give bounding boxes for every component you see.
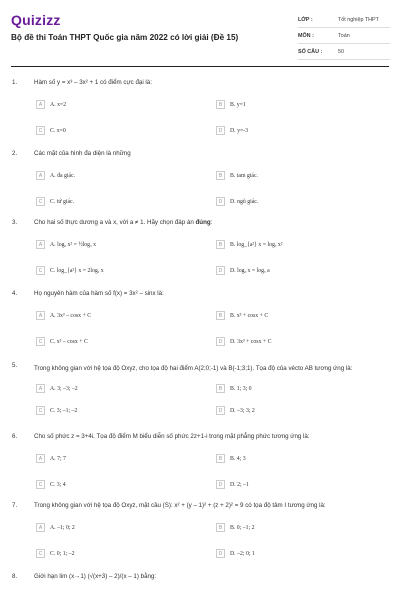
option-d[interactable]: [216, 336, 386, 347]
option-text: C. tứ giác.: [50, 198, 75, 205]
question-text: Các mặt của hình đa diện là những: [34, 150, 131, 157]
option-text: D. 3x³ + cosx + C: [230, 338, 272, 345]
option-a[interactable]: [36, 383, 206, 394]
option-text: A. logₐ x² = ½logₐ x: [50, 241, 97, 248]
option-letter-box: A: [36, 240, 45, 249]
option-letter-box: B: [216, 523, 225, 532]
option-letter-box: D: [216, 126, 225, 135]
option-letter-box: C: [36, 126, 45, 135]
meta-row-class: [298, 12, 390, 28]
option-c[interactable]: [36, 479, 206, 490]
option-text: A. x=2: [50, 101, 67, 108]
option-text: C. x=0: [50, 127, 66, 134]
question-number: 7.: [12, 502, 18, 509]
meta-value: Toán: [338, 32, 350, 39]
option-letter-box: B: [216, 171, 225, 180]
question-text: Giới hạn lim (x→1) (√(x+3) – 2)/(x – 1) bằng:: [34, 573, 157, 580]
option-d[interactable]: [216, 479, 386, 490]
meta-value: 50: [338, 48, 344, 55]
option-letter-box: B: [216, 384, 225, 393]
option-c[interactable]: [36, 196, 206, 207]
option-letter-box: B: [216, 100, 225, 109]
option-b[interactable]: [216, 170, 386, 181]
option-letter-box: C: [36, 197, 45, 206]
question-number: 3.: [12, 219, 18, 226]
option-text: A. 3; –3; –2: [50, 385, 78, 392]
option-text: D. y=-3: [230, 127, 249, 134]
question-number: 2.: [12, 150, 18, 157]
option-text: C. x³ – cosx + C: [50, 338, 88, 345]
question-number: 1.: [12, 79, 18, 86]
option-text: C. 3; 4: [50, 481, 66, 488]
option-b[interactable]: [216, 239, 386, 250]
question-text: [34, 219, 384, 226]
option-text: B. y=1: [230, 101, 246, 108]
option-letter-box: C: [36, 406, 45, 415]
meta-label: LỚP :: [298, 16, 313, 23]
option-text: D. 2; –1: [230, 481, 249, 488]
question-number: 8.: [12, 573, 18, 580]
option-letter-box: B: [216, 311, 225, 320]
option-a[interactable]: [36, 453, 206, 464]
option-letter-box: A: [36, 311, 45, 320]
option-letter-box: D: [216, 406, 225, 415]
option-letter-box: D: [216, 197, 225, 206]
question-number: 5.: [12, 362, 18, 369]
option-letter-box: A: [36, 384, 45, 393]
option-text: A. 3x³ – cosx + C: [50, 312, 92, 319]
option-b[interactable]: [216, 310, 386, 321]
option-text: C. 3; –1; –2: [50, 407, 78, 414]
question-text-emphasis: đúng: [195, 219, 211, 226]
question-number: 4.: [12, 290, 18, 297]
option-b[interactable]: [216, 99, 386, 110]
option-d[interactable]: [216, 125, 386, 136]
meta-row-subject: [298, 28, 390, 44]
option-text: C. 0; 1; –2: [50, 550, 75, 557]
option-d[interactable]: [216, 265, 386, 276]
meta-label: MÔN :: [298, 32, 314, 39]
option-d[interactable]: [216, 548, 386, 559]
option-c[interactable]: [36, 125, 206, 136]
option-c[interactable]: [36, 405, 206, 416]
option-text: D. –3; 3; 2: [230, 407, 255, 414]
option-text: A. 7; 7: [50, 455, 66, 462]
worksheet-meta: [298, 12, 390, 60]
option-text: B. 0; –1; 2: [230, 524, 255, 531]
question-text: Họ nguyên hàm của hàm số f(x) = 3x² – sinx là:: [34, 290, 164, 297]
option-b[interactable]: [216, 522, 386, 533]
option-text: D. –2; 0; 1: [230, 550, 255, 557]
option-d[interactable]: [216, 196, 386, 207]
option-letter-box: D: [216, 480, 225, 489]
option-letter-box: A: [36, 171, 45, 180]
option-letter-box: C: [36, 549, 45, 558]
option-letter-box: A: [36, 523, 45, 532]
option-b[interactable]: [216, 383, 386, 394]
header-divider: [11, 66, 389, 67]
option-a[interactable]: [36, 170, 206, 181]
option-a[interactable]: [36, 99, 206, 110]
option-b[interactable]: [216, 453, 386, 464]
option-text: B. 4; 3: [230, 455, 246, 462]
option-text: D. ngũ giác.: [230, 198, 259, 205]
option-a[interactable]: [36, 310, 206, 321]
option-letter-box: D: [216, 337, 225, 346]
option-c[interactable]: [36, 265, 206, 276]
question-text: Trong không gian với hệ tọa độ Oxyz, cho tọa độ hai điểm A(2;0;-1) và B(-1;3;1). Tọa độ của vécto AB tương ứng là:: [34, 365, 353, 372]
option-letter-box: C: [36, 480, 45, 489]
option-d[interactable]: [216, 405, 386, 416]
option-text: B. 1; 3; 0: [230, 385, 252, 392]
question-text: Cho số phức z = 3+4i. Tọa độ điểm M biểu diễn số phức 2z+1-i trong mặt phẳng phức tương ứng là:: [34, 433, 310, 440]
option-text: C. log_{a²} x = 2logₐ x: [50, 267, 104, 274]
meta-value: Tốt nghiệp THPT: [338, 16, 379, 23]
question-text-post: :: [210, 219, 213, 226]
option-letter-box: B: [216, 240, 225, 249]
question-text: Trong không gian với hệ tọa độ Oxyz, mặt cầu (S): x² + (y – 1)² + (z + 2)² = 9 có tọa độ tâm I tương ứng là:: [34, 502, 326, 509]
option-letter-box: D: [216, 266, 225, 275]
meta-label: SỐ CÂU :: [298, 48, 323, 55]
option-text: A. –1; 0; 2: [50, 524, 75, 531]
option-c[interactable]: [36, 336, 206, 347]
option-text: B. log_{a²} x = logₐ x²: [230, 241, 283, 248]
option-text: A. đa giác.: [50, 172, 76, 179]
option-letter-box: D: [216, 549, 225, 558]
option-letter-box: C: [36, 337, 45, 346]
option-letter-box: A: [36, 100, 45, 109]
option-text: B. x³ + cosx + C: [230, 312, 269, 319]
option-text: B. tam giác.: [230, 172, 259, 179]
option-letter-box: B: [216, 454, 225, 463]
option-letter-box: C: [36, 266, 45, 275]
option-c[interactable]: [36, 548, 206, 559]
quizizz-logo: Quizizz: [11, 12, 61, 28]
question-text-pre: Cho hai số thực dương a và x, với a ≠ 1. Hãy chọn đáp án: [34, 219, 196, 226]
option-text: D. logₐ x = logₓ a: [230, 267, 270, 274]
option-a[interactable]: [36, 239, 206, 250]
worksheet-title: Bộ đề thi Toán THPT Quốc gia năm 2022 có lời giải (Đề 15): [11, 33, 239, 42]
worksheet-header: [0, 0, 400, 62]
option-a[interactable]: [36, 522, 206, 533]
meta-row-count: [298, 44, 390, 60]
question-text: Hàm số y = x³ – 3x² + 1 có điểm cực đại là:: [34, 79, 152, 86]
option-letter-box: A: [36, 454, 45, 463]
question-number: 6.: [12, 433, 18, 440]
